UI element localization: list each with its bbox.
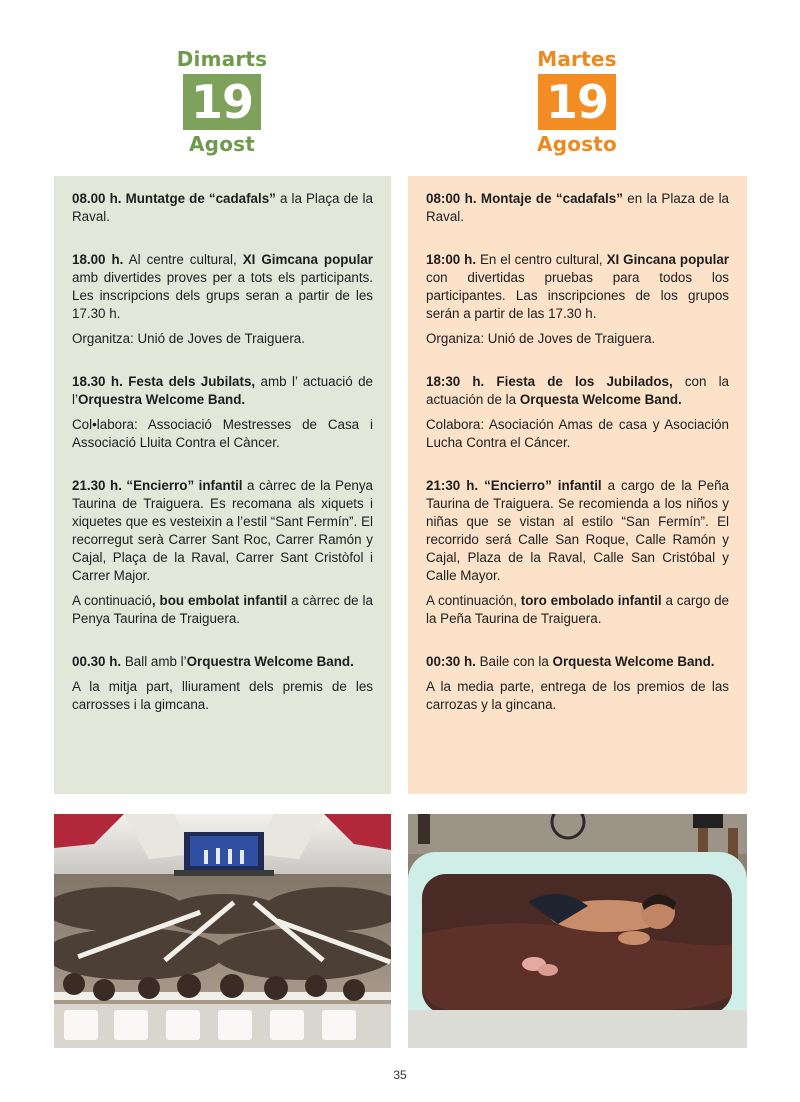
catalan-month: Agost (189, 132, 255, 156)
event-highlight: Orquestra Welcome Band. (77, 392, 246, 407)
event-text: a càrrec de la Penya Taurina de Traiguera. (72, 593, 373, 626)
event-highlight: 18:30 h. Fiesta de los Jubilados, (426, 374, 673, 389)
event-text: con divertidas pruebas para todos los participantes. Las inscripciones de los grupos serán a partir de las 17.30 h. (426, 270, 729, 321)
event-entry (72, 653, 373, 671)
event-text: A continuación, (426, 593, 521, 608)
event-highlight: XI Gincana popular (606, 252, 729, 267)
event-highlight: 00:30 h. (426, 654, 476, 669)
event-text: Ball amb l’ (121, 654, 187, 669)
event-text: Colabora: Asociación Amas de casa y Asociación Lucha Contra el Cáncer. (426, 417, 729, 450)
event-entry (426, 373, 729, 409)
event-text: A la mitja part, lliurament dels premis de les carrosses i la gimcana. (72, 679, 373, 712)
event-text: A la media parte, entrega de los premios de las carrozas y la gincana. (426, 679, 729, 712)
pool-boy-photo (408, 814, 747, 1048)
event-text: Baile con la (475, 654, 553, 669)
event-highlight: 21:30 h. “Encierro” infantil (426, 478, 602, 493)
event-text: Organitza: Unió de Joves de Traiguera. (72, 331, 305, 346)
event-text: amb divertides proves per a tots els participants. Les inscripcions dels grups seran a partir de les 17.30 h. (72, 270, 373, 321)
event-entry (72, 251, 373, 323)
event-note (426, 416, 729, 452)
event-highlight: 00.30 h. (72, 654, 122, 669)
event-highlight: 08:00 h. Montaje de “cadafals” (426, 191, 623, 206)
event-highlight: XI Gimcana popular (242, 252, 373, 267)
spanish-month: Agosto (537, 132, 617, 156)
catalan-day-number: 19 (183, 74, 261, 130)
event-entry (426, 477, 729, 585)
event-text: A continuació (72, 593, 152, 608)
event-text: a càrrec de la Penya Taurina de Traiguera. Es recomana als xiquets i xiquetes que es vesteixin a l’estil “Sant Fermín”. El recorregut serà Carrer Sant Roc, Carrer Ramón y Cajal, Plaça de la Raval, Carrer Sant Cristòfol i Carrer Major. (72, 478, 373, 583)
event-text: Organiza: Unió de Joves de Traiguera. (426, 331, 656, 346)
event-note (426, 592, 729, 628)
event-text: Al centre cultural, (123, 252, 243, 267)
catalan-weekday: Dimarts (176, 47, 268, 71)
catalan-date-header (142, 46, 302, 157)
event-note (72, 592, 373, 628)
event-entry (72, 477, 373, 585)
event-text: amb l’ actuació de l’ (72, 374, 374, 407)
event-entry (426, 653, 729, 671)
event-note (72, 330, 373, 348)
spanish-date-header (497, 46, 657, 157)
event-text: con la actuación de la (426, 374, 729, 407)
event-text: Col•labora: Associació Mestresses de Casa i Associació Lluita Contra el Càncer. (72, 417, 373, 450)
event-text: a la Plaça de la Raval. (72, 191, 373, 224)
pool-boy-illustration (408, 814, 747, 1048)
event-text: a cargo de la Peña Taurina de Traiguera. Se recomienda a los niños y niñas que se vistan al estilo “San Fermín”. El recorrido será Calle San Roque, Calle Ramón y Cajal, Plaza de la Raval, Calle San Cristóbal y Calle Mayor. (426, 478, 729, 583)
event-text: En el centro cultural, (476, 252, 607, 267)
event-entry (72, 190, 373, 226)
event-highlight: Orquesta Welcome Band. (552, 654, 715, 669)
event-highlight: 08.00 h. Muntatge de “cadafals” (72, 191, 276, 206)
event-highlight: Orquestra Welcome Band. (186, 654, 354, 669)
catalan-program-panel (54, 176, 391, 794)
event-highlight: Orquesta Welcome Band. (519, 392, 682, 407)
event-highlight: 21.30 h. “Encierro” infantil (72, 478, 243, 493)
spanish-program-panel (408, 176, 747, 794)
event-note (426, 330, 729, 348)
dinner-concert-illustration (54, 814, 391, 1048)
event-note (426, 678, 729, 714)
spanish-day-number: 19 (538, 74, 616, 130)
event-highlight: 18.30 h. Festa dels Jubilats, (72, 374, 256, 389)
dinner-concert-photo (54, 814, 391, 1048)
page-number: 35 (393, 1068, 407, 1082)
event-highlight: toro embolado infantil (520, 593, 662, 608)
event-text: a cargo de la Peña Taurina de Traiguera. (426, 593, 730, 626)
event-entry (426, 190, 729, 226)
spanish-weekday: Martes (537, 47, 617, 71)
event-highlight: , bou embolat infantil (151, 593, 288, 608)
event-note (72, 678, 373, 714)
event-text: en la Plaza de la Raval. (426, 191, 730, 224)
event-note (72, 416, 373, 452)
event-highlight: 18.00 h. (72, 252, 124, 267)
event-entry (72, 373, 373, 409)
event-entry (426, 251, 729, 323)
event-highlight: 18:00 h. (426, 252, 477, 267)
